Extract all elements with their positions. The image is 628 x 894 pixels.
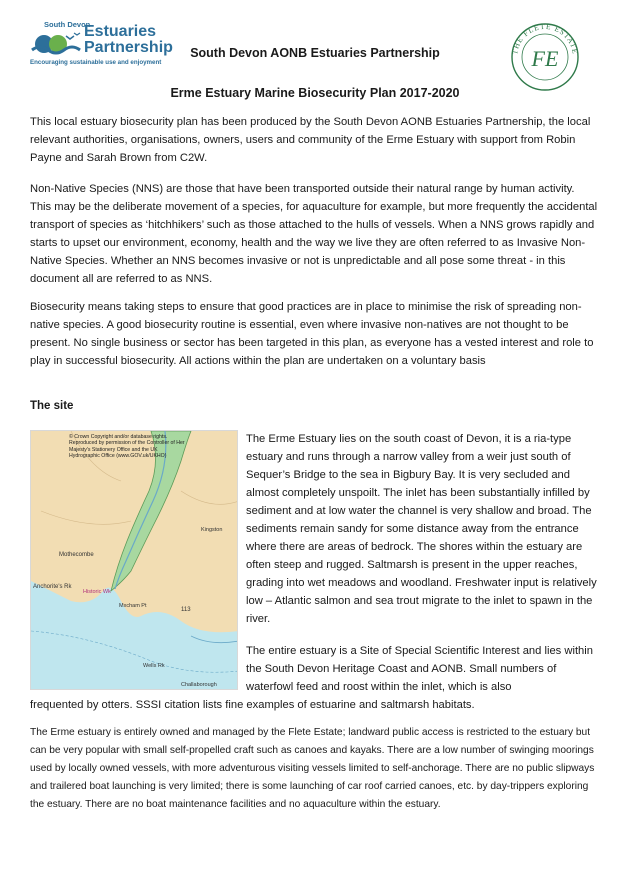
organisation-heading: South Devon AONB Estuaries Partnership (190, 46, 440, 60)
flete-estate-logo (510, 22, 580, 92)
map-label-wells-rk: Wells Rk (143, 663, 165, 669)
logo-name-line2: Partnership (84, 39, 173, 56)
site-paragraph-2a: The entire estuary is a Site of Special Scientific Interest and lies within the South Devon Heritage Coast and AONB. Small numbers of waterfowl feed and roost within the inlet, which is also (246, 645, 593, 693)
chart-map-drawing (31, 431, 238, 690)
map-label-depth: 113 (181, 607, 191, 613)
site-paragraph-3: The Erme estuary is entirely owned and managed by the Flete Estate; landward public access is restricted to the estuary but can be very popular with small self-propelled craft such as canoes and kayaks. There are a low number of swinging moorings used by locally owned vessels, with more adventurous visiting vessels limited to self-anchorage. There are no public slipways and trailered boat launching is very limited; there is some launching of car roof carried canoes, etc. by day-trippers exploring the estuary. There are no boat maintenance facilities and no aquaculture within the estuary. (30, 727, 595, 810)
site-heading: The site (30, 400, 74, 412)
site-paragraph-1: The Erme Estuary lies on the south coast of Devon, it is a ria-type estuary and runs through a narrow valley from a weir just south of Sequer’s Bridge to the sea in Bigbury Bay. It is very secluded and almost completely unspoilt. The inlet has been substantially infilled by sediment and at low water the channel is very shallow and broad. The sediments remain sandy for some distance away from the entrance where there are areas of bedrock. The shores within the estuary are often steep and rugged. Saltmarsh is present in the upper reaches, grading into wet meadows and woodland. Freshwater input is relatively low – Atlantic salmon and sea trout migrate to the inlet to spawn in the river. (246, 433, 597, 625)
map-copyright-credit: © Crown Copyright and/or database rights. Reproduced by permission of the Controller of Her Majesty's Stationery Office and the UK Hydrographic Office (www.GOV.uk/UKHO) (69, 434, 185, 460)
wave-birds-icon (30, 28, 84, 58)
logo-tagline: Encouraging sustainable use and enjoyment (30, 59, 162, 66)
map-label-anchorites: Anchorite's Rk (33, 584, 72, 590)
erme-estuary-chart-map (30, 430, 238, 690)
document-title: Erme Estuary Marine Biosecurity Plan 2017-2020 (170, 86, 460, 100)
logo-org-line: South Devon (44, 20, 91, 29)
site-paragraph-2b: frequented by otters. SSSI citation lists fine examples of estuarine and saltmarsh habitats. (30, 699, 475, 711)
flete-estate-seal-icon (510, 22, 580, 92)
map-label-challaborough: Challaborough (181, 682, 217, 688)
seal-ring-text: THE FLETE ESTATE (510, 22, 580, 56)
map-label-mxcham: Mxcham Pt (119, 603, 147, 609)
map-label-mothecombe: Mothecombe (59, 552, 94, 558)
seal-monogram: FE (531, 46, 559, 71)
intro-paragraph-2: Non-Native Species (NNS) are those that have been transported outside their natural range by human activity. This may be the deliberate movement of a species, for aquaculture for example, but more frequently the accidental transport of species as ‘hitchhikers’ such as those attached to the hulls of vessels. When a NNS grows rapidly and starts to upset our environment, economy, health and the way we live they are often referred to as Invasive Non-Native Species. Whether an NNS becomes invasive or not is unpredictable and all pose some threat - in this document all are referred to as NNS. (30, 183, 598, 285)
map-label-historic-wreck: Historic Wk (83, 589, 111, 595)
logo-name-line1: Estuaries (84, 23, 157, 40)
intro-paragraph-3: Biosecurity means taking steps to ensure that good practices are in place to minimise the risk of spreading non-native species. A good biosecurity routine is essential, even where invasive non-natives are not thought to be present. No single business or sector has been targeted in this plan, as everyone has a vested interest and role to play in successful biosecurity. All actions within the plan are undertaken on a voluntary basis (30, 301, 594, 367)
map-label-kingston: Kingston (201, 527, 223, 533)
estuaries-partnership-logo (30, 20, 173, 72)
intro-paragraph-1: This local estuary biosecurity plan has been produced by the South Devon AONB Estuaries Partnership, the local relevant authorities, organisations, owners, users and community of the Erme Estuary with support from Robin Payne and Sarah Brown from C2W. (30, 116, 591, 164)
